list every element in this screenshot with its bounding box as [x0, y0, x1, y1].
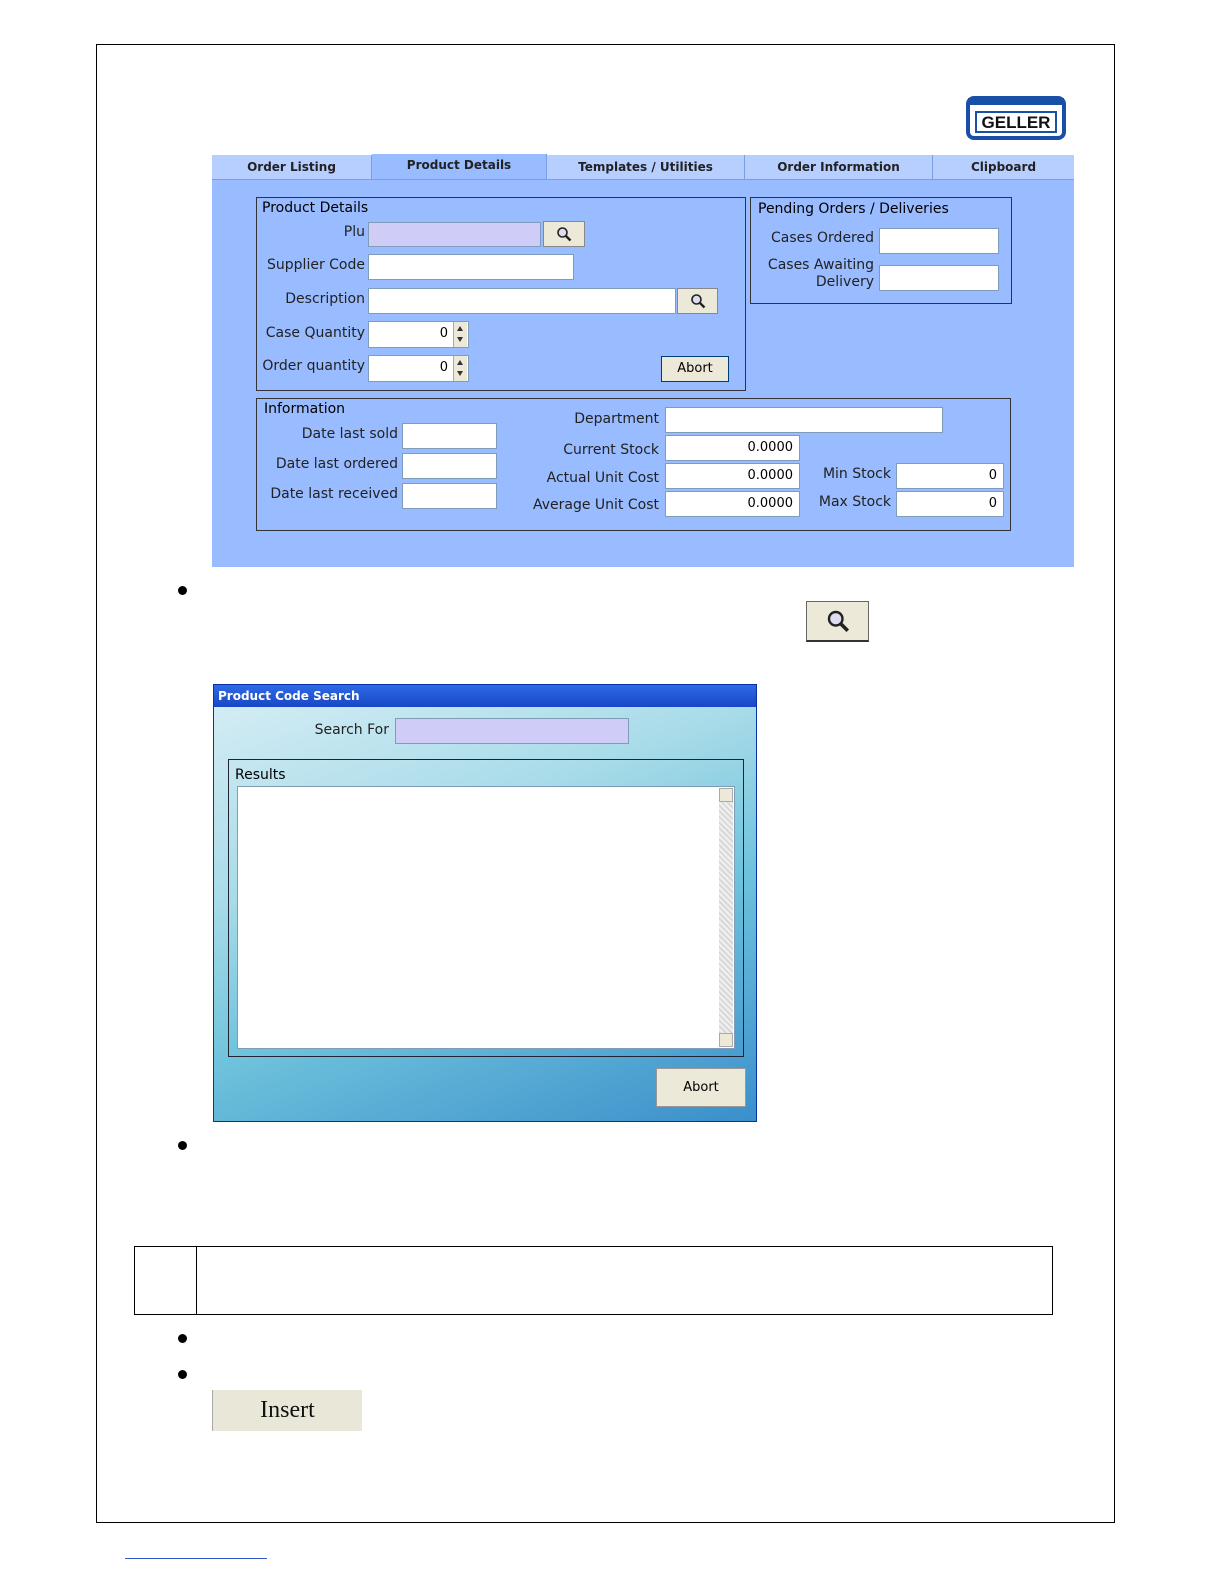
- plu-input[interactable]: [368, 222, 541, 247]
- date-last-sold-input[interactable]: [402, 423, 497, 449]
- average-unit-cost-input[interactable]: 0.0000: [665, 491, 800, 517]
- date-last-received-label: Date last received: [270, 486, 398, 502]
- cases-ordered-input[interactable]: [879, 228, 999, 254]
- actual-unit-cost-input[interactable]: 0.0000: [665, 463, 800, 489]
- cases-awaiting-label-line2: Delivery: [815, 274, 874, 290]
- max-stock-label: Max Stock: [818, 494, 891, 510]
- cases-awaiting-label: Cases Awaiting: [767, 257, 874, 273]
- tab-templates-utilities[interactable]: Templates / Utilities: [547, 155, 745, 179]
- search-icon: [826, 609, 850, 633]
- svg-text:GELLER: GELLER: [981, 113, 1051, 132]
- tab-product-details[interactable]: Product Details: [372, 154, 547, 179]
- search-button-example[interactable]: [806, 601, 869, 642]
- dialog-title: Product Code Search: [214, 685, 756, 707]
- results-title: Results: [235, 767, 286, 783]
- cases-awaiting-input[interactable]: [879, 265, 999, 291]
- tab-bar: [212, 155, 1074, 180]
- tab-clipboard[interactable]: Clipboard: [970, 160, 1037, 174]
- date-last-sold-label: Date last sold: [301, 426, 398, 442]
- search-icon: [556, 226, 572, 242]
- footer-rule: [125, 1558, 267, 1559]
- note-table: [134, 1246, 1053, 1315]
- tab-order-listing[interactable]: Order Listing: [212, 155, 372, 179]
- order-quantity-stepper[interactable]: 0: [368, 355, 469, 382]
- plu-search-button[interactable]: [543, 221, 585, 247]
- department-input[interactable]: [665, 407, 943, 433]
- pending-orders-title: Pending Orders / Deliveries: [758, 201, 949, 217]
- case-quantity-label: Case Quantity: [265, 325, 365, 341]
- search-for-label: Search For: [314, 722, 389, 738]
- spin-arrows-icon: [454, 322, 466, 346]
- max-stock-input[interactable]: 0: [896, 491, 1004, 517]
- spin-arrows-icon: [454, 356, 466, 380]
- min-stock-label: Min Stock: [822, 466, 891, 482]
- bullet: [178, 1141, 187, 1150]
- case-quantity-stepper[interactable]: 0: [368, 321, 469, 348]
- current-stock-input[interactable]: 0.0000: [665, 435, 800, 461]
- information-title: Information: [264, 401, 346, 417]
- abort-button[interactable]: Abort: [661, 356, 729, 382]
- search-for-input[interactable]: [395, 718, 629, 744]
- bullet: [178, 586, 187, 595]
- case-quantity-spin[interactable]: [453, 322, 467, 347]
- order-quantity-label: Order quantity: [262, 358, 365, 374]
- date-last-ordered-label: Date last ordered: [275, 456, 398, 472]
- product-details-title: Product Details: [262, 200, 369, 216]
- description-label: Description: [285, 291, 365, 307]
- supplier-code-label: Supplier Code: [267, 257, 365, 273]
- current-stock-label: Current Stock: [563, 442, 659, 458]
- min-stock-input[interactable]: 0: [896, 463, 1004, 489]
- bullet: [178, 1334, 187, 1343]
- insert-button[interactable]: Insert: [212, 1390, 362, 1431]
- actual-unit-cost-label: Actual Unit Cost: [546, 470, 659, 486]
- order-quantity-spin[interactable]: [453, 356, 467, 381]
- scroll-up-arrow-icon[interactable]: [719, 788, 733, 802]
- scroll-down-arrow-icon[interactable]: [719, 1033, 733, 1047]
- average-unit-cost-label: Average Unit Cost: [532, 497, 659, 513]
- geller-logo: [966, 96, 1066, 140]
- date-last-received-input[interactable]: [402, 483, 497, 509]
- cases-ordered-label: Cases Ordered: [771, 230, 874, 246]
- results-scrollbar[interactable]: [719, 788, 733, 1047]
- bullet: [178, 1370, 187, 1379]
- results-list[interactable]: [237, 786, 735, 1049]
- plu-label: Plu: [343, 224, 365, 240]
- department-label: Department: [574, 411, 659, 427]
- search-icon: [690, 293, 706, 309]
- date-last-ordered-input[interactable]: [402, 453, 497, 479]
- product-code-search-dialog: [213, 684, 757, 1122]
- table-divider: [196, 1247, 197, 1314]
- tab-order-information[interactable]: Order Information: [745, 155, 933, 179]
- dialog-abort-button[interactable]: Abort: [656, 1068, 746, 1107]
- description-search-button[interactable]: [677, 288, 718, 314]
- description-input[interactable]: [368, 288, 676, 314]
- supplier-code-input[interactable]: [368, 254, 574, 280]
